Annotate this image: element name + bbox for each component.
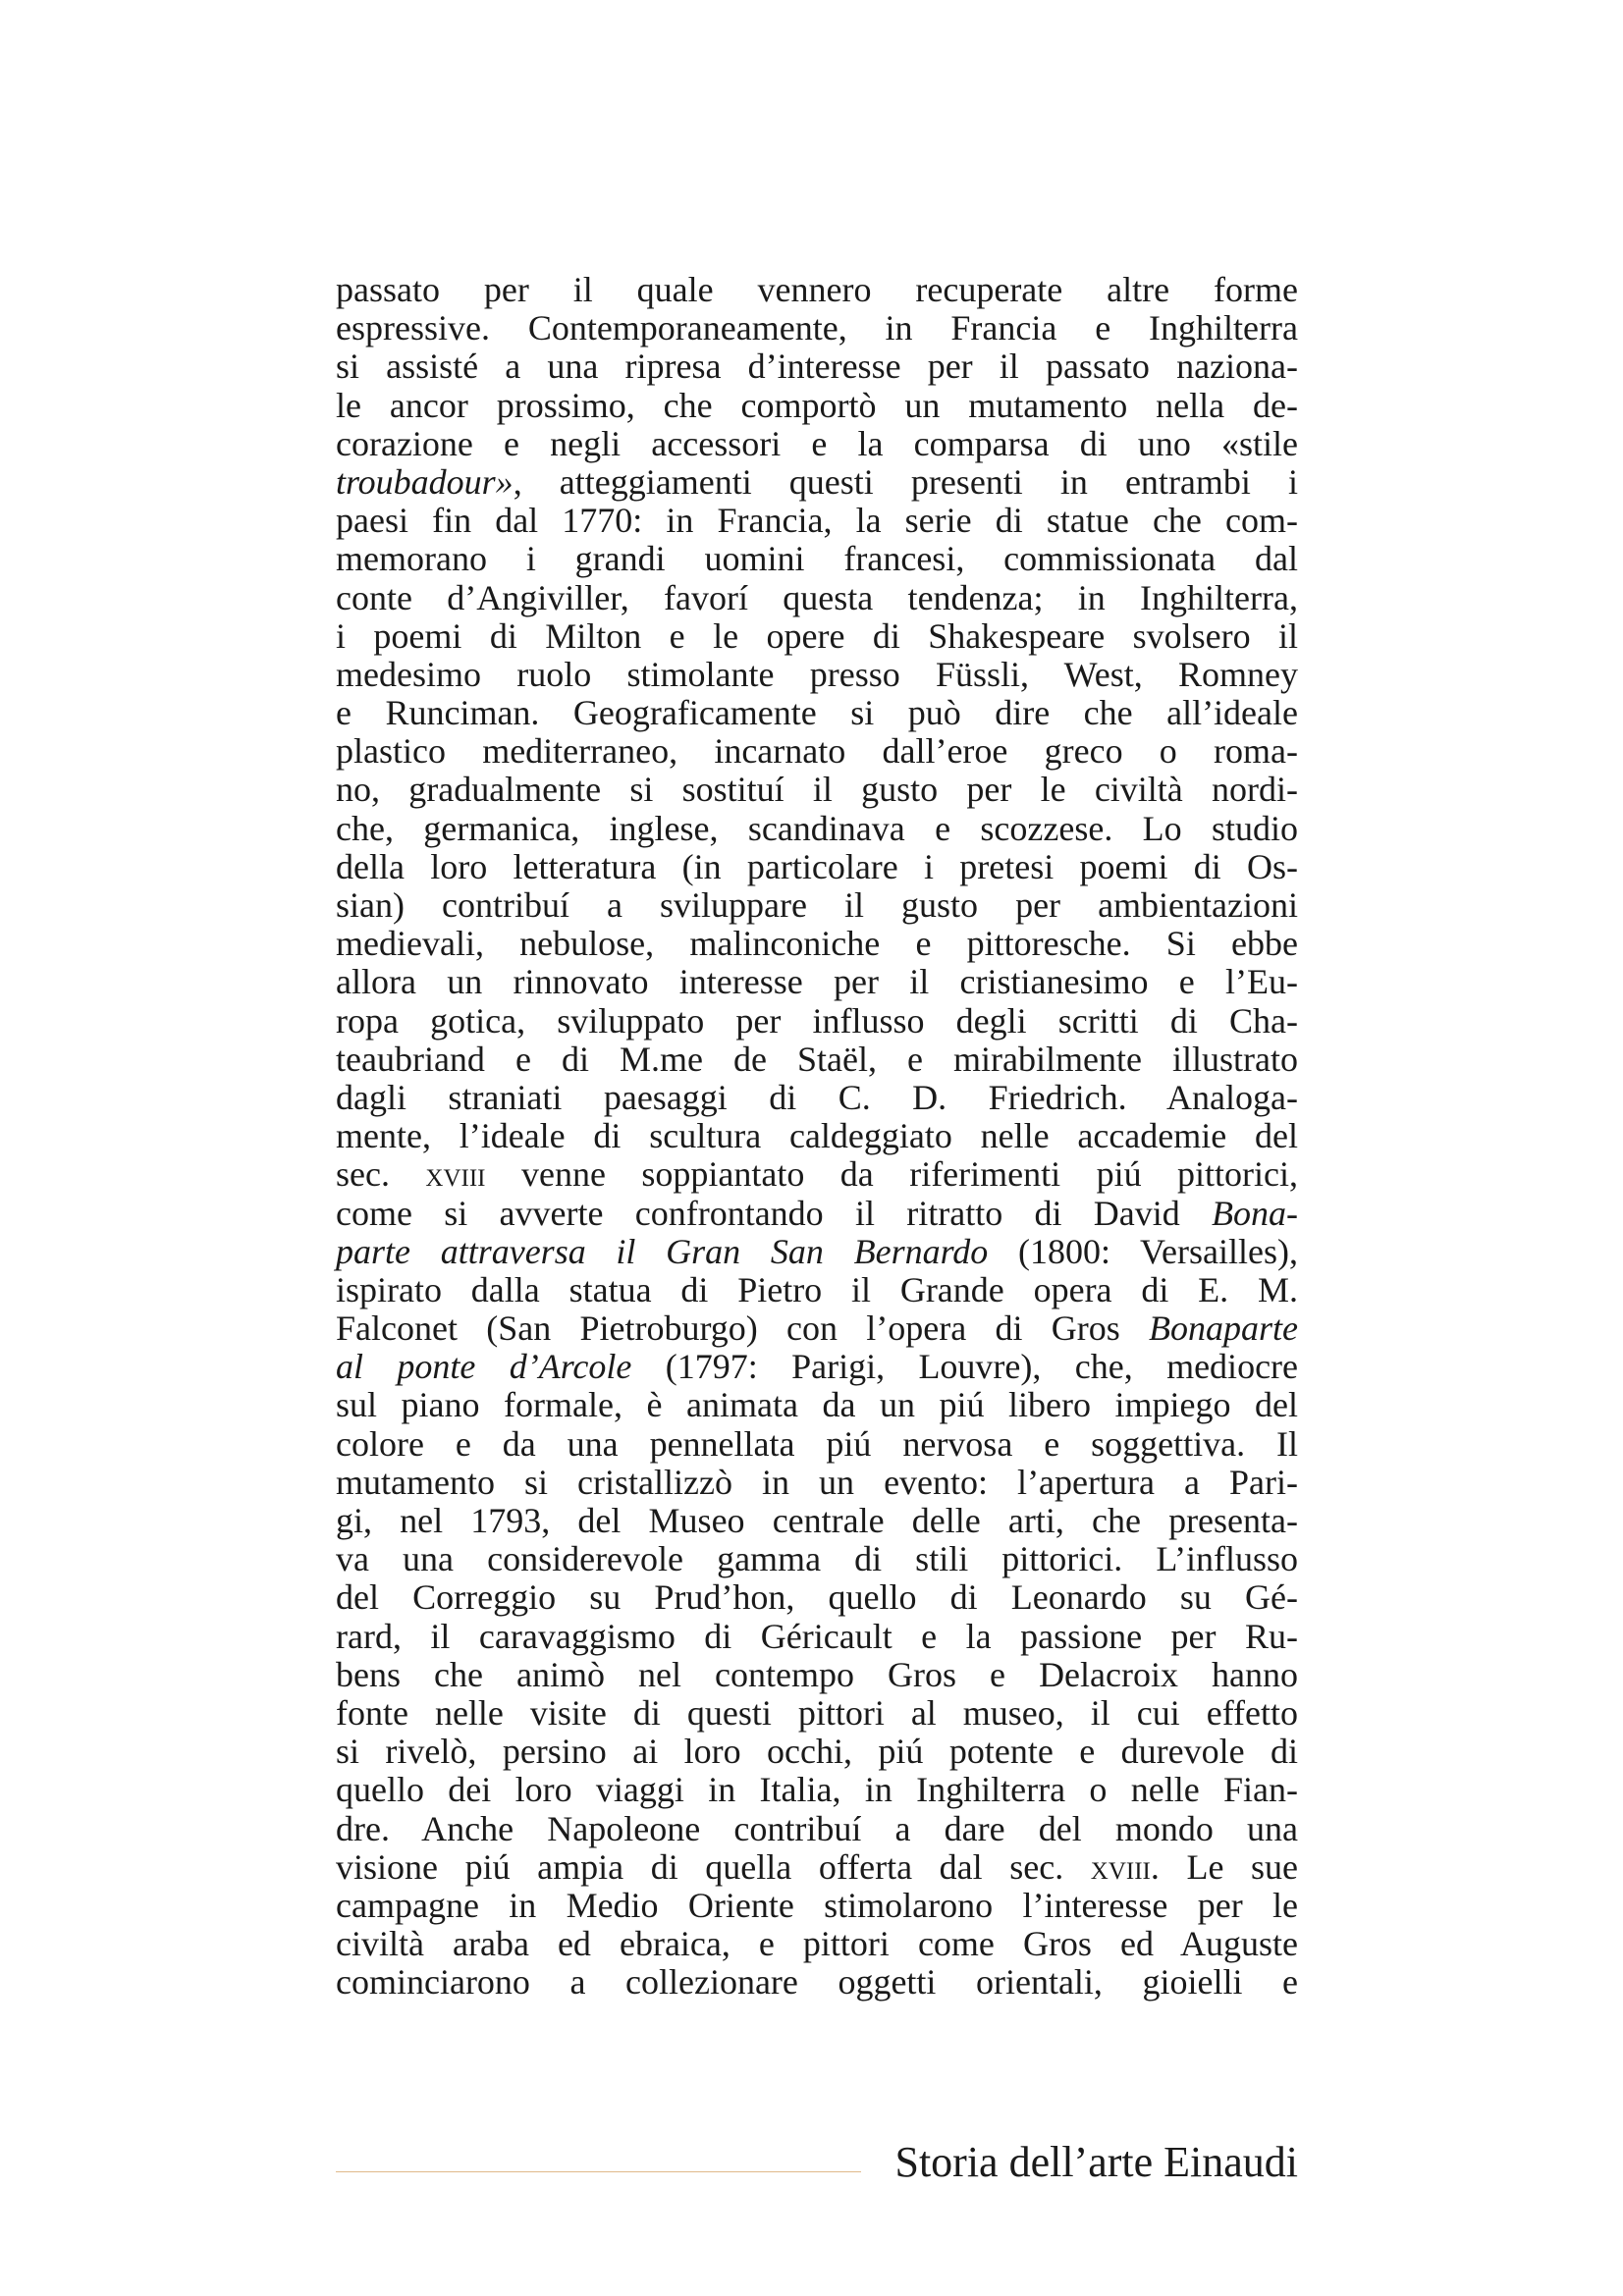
text-line	[336, 1041, 1298, 1079]
text-line	[336, 1925, 1298, 1963]
text-line	[336, 425, 1298, 463]
text-run: dagli straniati paesaggi di C. D. Friedrich. Analoga-	[336, 1077, 1298, 1117]
text-run: (1797: Parigi, Louvre), che, mediocre	[631, 1347, 1299, 1387]
text-run: plastico mediterraneo, incarnato dall’eroe greco o roma-	[336, 731, 1298, 772]
italic-text: al ponte d’Arcole	[336, 1347, 632, 1387]
footer-title: Storia dell’arte Einaudi	[894, 2138, 1298, 2186]
text-run: fonte nelle visite di questi pittori al museo, il cui effetto	[336, 1692, 1298, 1733]
text-line	[336, 1309, 1298, 1348]
text-run: allora un rinnovato interesse per il cristianesimo e l’Eu-	[336, 962, 1298, 1002]
italic-text: troubadour»	[336, 461, 514, 502]
text-line	[336, 1271, 1298, 1309]
text-line	[336, 1656, 1298, 1694]
text-run: espressive. Contemporaneamente, in Francia e Inghilterra	[336, 308, 1298, 348]
body-text	[336, 271, 1298, 2002]
text-line	[336, 886, 1298, 925]
text-run: bens che animò nel contempo Gros e Delacroix hanno	[336, 1654, 1298, 1694]
text-run: Falconet (San Pietroburgo) con l’opera di Gros	[336, 1308, 1150, 1349]
text-line	[336, 502, 1298, 540]
text-run: , atteggiamenti questi presenti in entrambi i	[513, 461, 1298, 502]
text-run: campagne in Medio Oriente stimolarono l’interesse per le	[336, 1885, 1298, 1925]
text-run: sec.	[336, 1154, 426, 1195]
text-line	[336, 1195, 1298, 1233]
text-line	[336, 1117, 1298, 1155]
text-line	[336, 1155, 1298, 1194]
text-line	[336, 1002, 1298, 1041]
text-line	[336, 309, 1298, 347]
text-line	[336, 771, 1298, 809]
text-line	[336, 1540, 1298, 1578]
text-run: ispirato dalla statua di Pietro il Grande opera di E. M.	[336, 1269, 1298, 1309]
text-run: conte d’Angiviller, favorí questa tendenza; in Inghilterra,	[336, 577, 1298, 617]
text-run: cominciarono a collezionare oggetti orientali, gioielli e	[336, 1962, 1298, 2002]
text-line	[336, 694, 1298, 732]
text-run: della loro letteratura (in particolare i pretesi poemi di Os-	[336, 846, 1298, 886]
text-run: no, gradualmente si sostituí il gusto per le civiltà nordi-	[336, 770, 1298, 810]
text-run: si rivelò, persino ai loro occhi, piú potente e durevole di	[336, 1732, 1298, 1772]
text-run: medesimo ruolo stimolante presso Füssli, West, Romney	[336, 654, 1298, 694]
italic-text: parte attraversa il Gran San Bernardo	[336, 1231, 989, 1271]
text-run: paesi fin dal 1770: in Francia, la serie di statue che com-	[336, 501, 1298, 541]
text-line	[336, 1963, 1298, 2002]
italic-text: Bona-	[1212, 1193, 1298, 1233]
text-line	[336, 848, 1298, 886]
text-run: venne soppiantato da riferimenti piú pittorici,	[485, 1154, 1298, 1195]
text-run: del Correggio su Prud’hon, quello di Leonardo su Gé-	[336, 1577, 1298, 1618]
page-footer	[336, 2138, 1298, 2187]
text-line	[336, 1848, 1298, 1887]
text-line	[336, 579, 1298, 617]
text-line	[336, 1502, 1298, 1540]
text-line	[336, 1233, 1298, 1271]
text-line	[336, 656, 1298, 694]
text-line	[336, 1887, 1298, 1925]
text-line	[336, 1578, 1298, 1617]
text-run: teaubriand e di M.me de Staël, e mirabilmente illustrato	[336, 1039, 1298, 1079]
text-line	[336, 540, 1298, 578]
text-line	[336, 271, 1298, 309]
footer-rule	[336, 2171, 861, 2172]
text-run: come si avverte confrontando il ritratto di David	[336, 1193, 1213, 1233]
text-line	[336, 1464, 1298, 1502]
text-run: memorano i grandi uomini francesi, commissionata dal	[336, 539, 1298, 579]
text-run: va una considerevole gamma di stili pittorici. L’influsso	[336, 1539, 1298, 1579]
text-line	[336, 347, 1298, 386]
text-run: visione piú ampia di quella offerta dal sec.	[336, 1846, 1091, 1887]
text-run: i poemi di Milton e le opere di Shakespeare svolsero il	[336, 615, 1298, 656]
text-run: gi, nel 1793, del Museo centrale delle arti, che presenta-	[336, 1501, 1298, 1540]
small-caps-text: xviii	[425, 1154, 486, 1195]
text-line	[336, 1618, 1298, 1656]
text-line	[336, 1425, 1298, 1464]
text-run: quello dei loro viaggi in Italia, in Inghilterra o nelle Fian-	[336, 1770, 1298, 1810]
text-line	[336, 387, 1298, 425]
text-run: corazione e negli accessori e la comparsa di uno «stile	[336, 423, 1298, 463]
text-run: ropa gotica, sviluppato per influsso degli scritti di Cha-	[336, 1000, 1298, 1041]
text-line	[336, 617, 1298, 656]
text-run: medievali, nebulose, malinconiche e pittoresche. Si ebbe	[336, 924, 1298, 964]
text-run: dre. Anche Napoleone contribuí a dare del mondo una	[336, 1808, 1298, 1848]
text-line	[336, 810, 1298, 848]
text-run: (1800: Versailles),	[988, 1231, 1298, 1271]
small-caps-text: xviii	[1090, 1846, 1151, 1887]
text-line	[336, 1348, 1298, 1386]
text-run: le ancor prossimo, che comportò un mutamento nella de-	[336, 385, 1298, 425]
text-line	[336, 1810, 1298, 1848]
text-run: che, germanica, inglese, scandinava e scozzese. Lo studio	[336, 808, 1298, 848]
text-line	[336, 1386, 1298, 1424]
text-run: . Le sue	[1150, 1846, 1298, 1887]
text-line	[336, 963, 1298, 1001]
text-line	[336, 1733, 1298, 1771]
text-line	[336, 732, 1298, 771]
text-line	[336, 1694, 1298, 1733]
text-run: si assisté a una ripresa d’interesse per il passato naziona-	[336, 347, 1298, 387]
italic-text: Bonaparte	[1149, 1308, 1298, 1349]
text-run: e Runciman. Geograficamente si può dire che all’ideale	[336, 693, 1298, 733]
text-run: civiltà araba ed ebraica, e pittori come Gros ed Auguste	[336, 1924, 1298, 1964]
text-run: colore e da una pennellata piú nervosa e soggettiva. Il	[336, 1423, 1298, 1464]
text-line	[336, 925, 1298, 963]
text-run: sian) contribuí a sviluppare il gusto per ambientazioni	[336, 885, 1298, 925]
text-run: sul piano formale, è animata da un piú libero impiego del	[336, 1385, 1298, 1425]
text-run: passato per il quale vennero recuperate altre forme	[336, 270, 1298, 309]
text-run: mutamento si cristallizzò in un evento: l’apertura a Pari-	[336, 1462, 1298, 1502]
text-line	[336, 463, 1298, 502]
text-line	[336, 1079, 1298, 1117]
text-run: rard, il caravaggismo di Géricault e la passione per Ru-	[336, 1616, 1298, 1656]
text-run: mente, l’ideale di scultura caldeggiato nelle accademie del	[336, 1116, 1298, 1156]
text-line	[336, 1771, 1298, 1809]
